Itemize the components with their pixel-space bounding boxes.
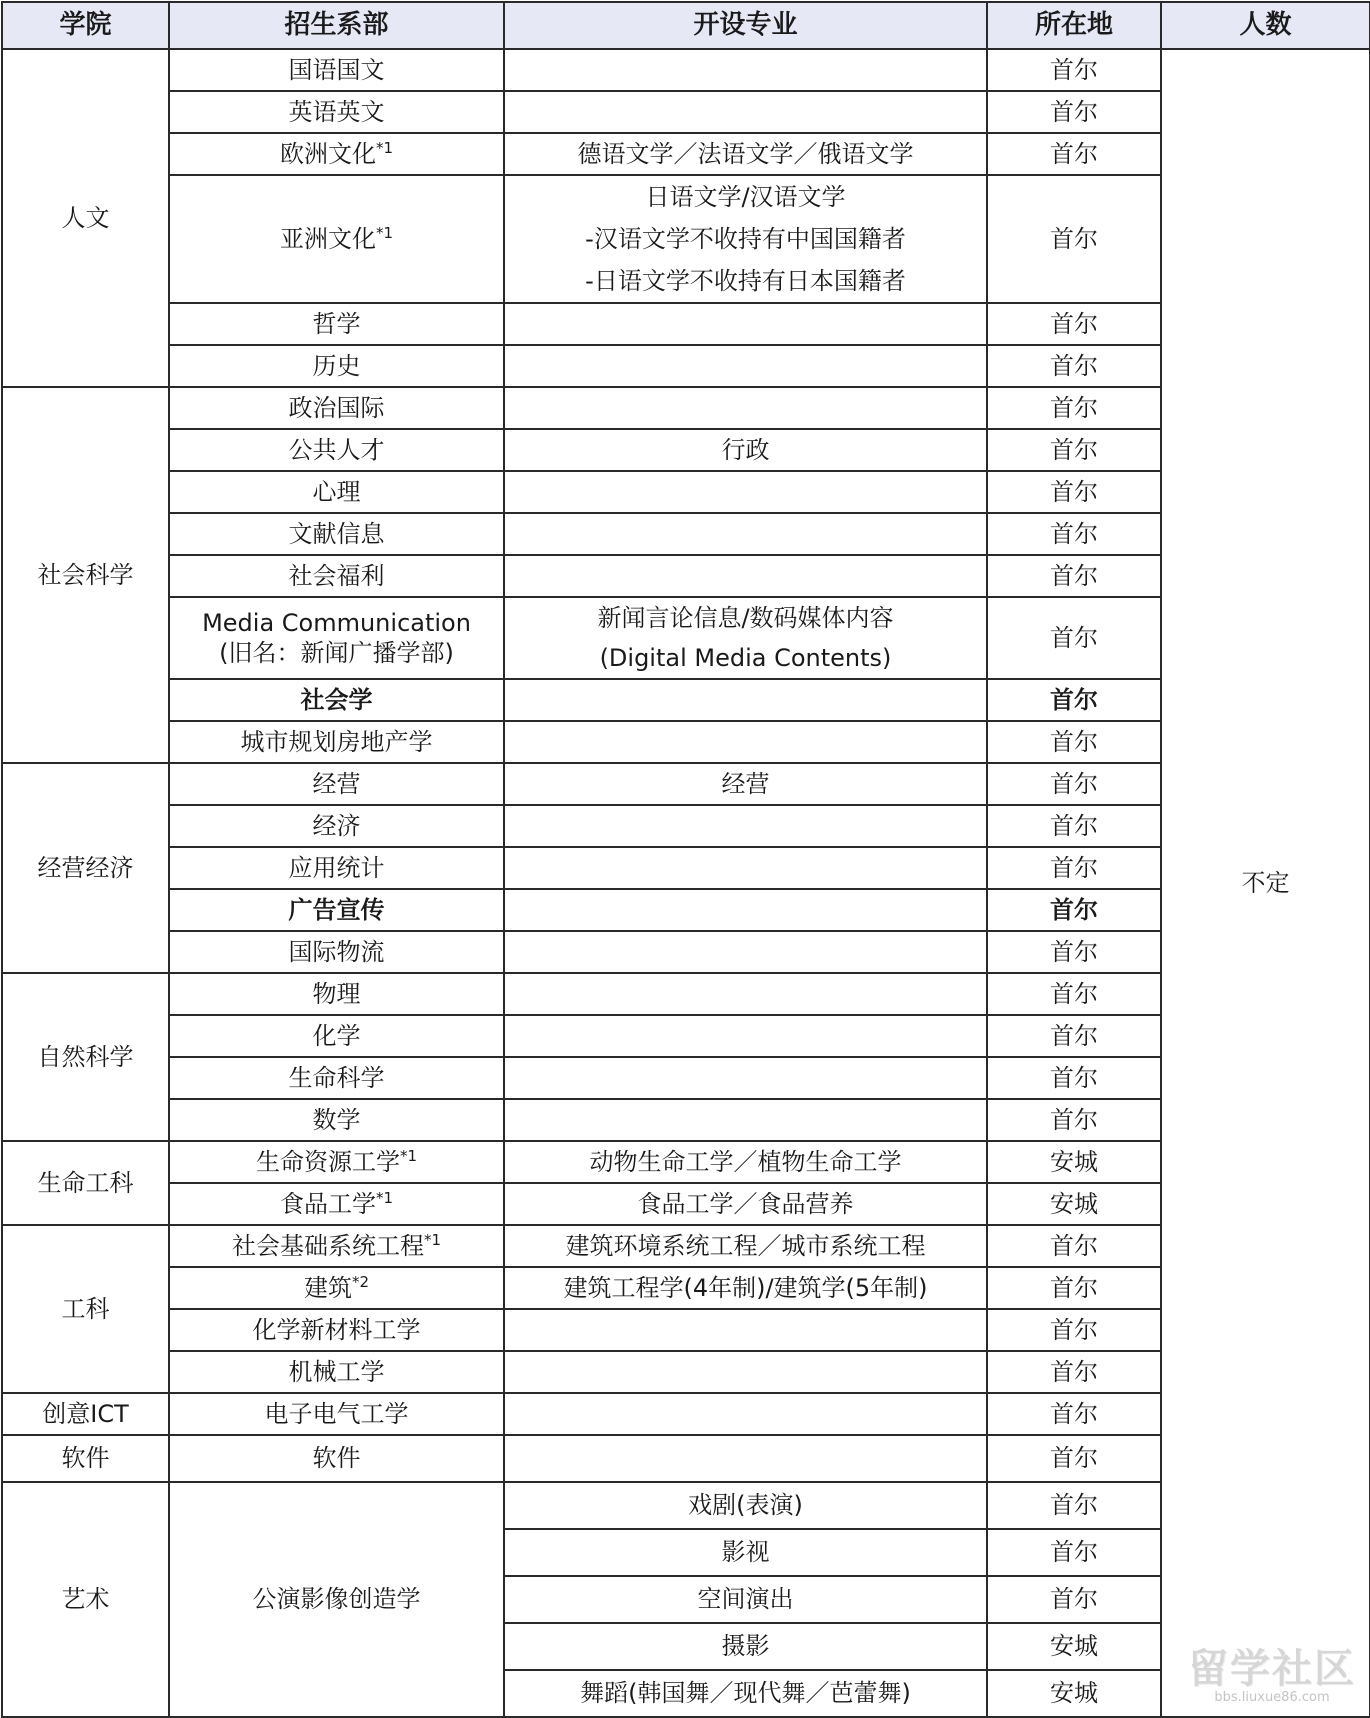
department-cell: 经济 — [169, 805, 504, 847]
major-cell — [504, 721, 987, 763]
department-former-name: (旧名：新闻广播学部) — [219, 639, 454, 667]
department-name: 食品工学 — [279, 1189, 376, 1218]
footnote-mark: *2 — [351, 1272, 370, 1291]
header-count: 人数 — [1161, 2, 1370, 49]
department-cell — [169, 1225, 504, 1267]
location-cell: 首尔 — [987, 1482, 1161, 1529]
watermark-url: bbs.liuxue86.com — [1214, 1690, 1330, 1705]
major-cell — [504, 49, 987, 91]
college-cell: 人文 — [2, 49, 169, 387]
major-cell — [504, 91, 987, 133]
major-line: 新闻言论信息/数码媒体内容 — [597, 604, 894, 632]
header-department: 招生系部 — [169, 2, 504, 49]
major-cell — [504, 471, 987, 513]
location-cell: 首尔 — [987, 175, 1161, 303]
department-cell: 国语国文 — [169, 49, 504, 91]
department-cell: 软件 — [169, 1435, 504, 1482]
department-cell: 机械工学 — [169, 1351, 504, 1393]
location-cell: 首尔 — [987, 1267, 1161, 1309]
location-cell: 首尔 — [987, 973, 1161, 1015]
location-cell: 首尔 — [987, 471, 1161, 513]
department-cell: 历史 — [169, 345, 504, 387]
location-cell: 安城 — [987, 1183, 1161, 1225]
college-cell: 工科 — [2, 1225, 169, 1393]
footnote-mark: *1 — [375, 138, 394, 157]
major-note: -汉语文学不收持有中国国籍者 — [585, 225, 906, 253]
department-name: 亚洲文化 — [279, 224, 376, 253]
department-cell: 经营 — [169, 763, 504, 805]
major-cell — [504, 1057, 987, 1099]
major-cell — [504, 303, 987, 345]
location-cell: 首尔 — [987, 345, 1161, 387]
major-line: 日语文学/汉语文学 — [645, 183, 846, 211]
department-cell: 广告宣传 — [169, 889, 504, 931]
location-cell: 首尔 — [987, 303, 1161, 345]
major-cell — [504, 679, 987, 721]
location-cell: 首尔 — [987, 1099, 1161, 1141]
department-cell: 心理 — [169, 471, 504, 513]
major-cell — [504, 1393, 987, 1435]
department-cell — [169, 1141, 504, 1183]
college-cell: 软件 — [2, 1435, 169, 1482]
location-cell: 首尔 — [987, 679, 1161, 721]
location-cell: 首尔 — [987, 889, 1161, 931]
major-cell — [504, 973, 987, 1015]
location-cell: 安城 — [987, 1141, 1161, 1183]
department-name: 社会基础系统工程 — [231, 1231, 424, 1260]
major-cell: 摄影 — [504, 1623, 987, 1670]
department-cell: 社会学 — [169, 679, 504, 721]
location-cell: 首尔 — [987, 1225, 1161, 1267]
major-cell — [504, 847, 987, 889]
department-cell: 物理 — [169, 973, 504, 1015]
location-cell: 首尔 — [987, 931, 1161, 973]
location-cell: 首尔 — [987, 1393, 1161, 1435]
department-cell: 数学 — [169, 1099, 504, 1141]
footnote-mark: *1 — [375, 1188, 394, 1207]
footnote-mark: *1 — [423, 1230, 442, 1249]
major-cell — [504, 1435, 987, 1482]
department-cell: 文献信息 — [169, 513, 504, 555]
major-cell: 建筑环境系统工程／城市系统工程 — [504, 1225, 987, 1267]
location-cell: 首尔 — [987, 49, 1161, 91]
location-cell: 首尔 — [987, 847, 1161, 889]
table-row — [2, 49, 1370, 91]
location-cell: 安城 — [987, 1623, 1161, 1670]
major-cell — [504, 1351, 987, 1393]
department-cell: 生命科学 — [169, 1057, 504, 1099]
major-cell: 经营 — [504, 763, 987, 805]
department-cell: 公共人才 — [169, 429, 504, 471]
major-cell: 行政 — [504, 429, 987, 471]
watermark-logo-text: 留学社区 — [1188, 1646, 1356, 1692]
department-cell — [169, 133, 504, 175]
department-cell — [169, 1267, 504, 1309]
location-cell: 首尔 — [987, 555, 1161, 597]
major-cell — [504, 805, 987, 847]
major-note: -日语文学不收持有日本国籍者 — [585, 267, 906, 295]
department-cell: 社会福利 — [169, 555, 504, 597]
college-cell: 生命工科 — [2, 1141, 169, 1225]
location-cell: 首尔 — [987, 1015, 1161, 1057]
location-cell: 首尔 — [987, 133, 1161, 175]
major-cell: 建筑工程学(4年制)/建筑学(5年制) — [504, 1267, 987, 1309]
department-cell: 公演影像创造学 — [169, 1482, 504, 1717]
location-cell: 首尔 — [987, 1529, 1161, 1576]
location-cell: 首尔 — [987, 1435, 1161, 1482]
major-cell: 空间演出 — [504, 1576, 987, 1623]
location-cell: 首尔 — [987, 763, 1161, 805]
count-cell: 不定 — [1161, 49, 1370, 1717]
location-cell: 首尔 — [987, 597, 1161, 679]
department-cell: 国际物流 — [169, 931, 504, 973]
department-cell: 城市规划房地产学 — [169, 721, 504, 763]
department-cell: 化学新材料工学 — [169, 1309, 504, 1351]
major-cell — [504, 345, 987, 387]
location-cell: 首尔 — [987, 513, 1161, 555]
location-cell: 首尔 — [987, 429, 1161, 471]
department-name: 欧洲文化 — [279, 139, 376, 168]
department-cell: 电子电气工学 — [169, 1393, 504, 1435]
department-cell: 哲学 — [169, 303, 504, 345]
major-cell: 动物生命工学／植物生命工学 — [504, 1141, 987, 1183]
department-cell — [169, 1183, 504, 1225]
major-cell — [504, 555, 987, 597]
department-name: 建筑 — [303, 1273, 352, 1302]
college-cell: 艺术 — [2, 1482, 169, 1717]
major-cell: 德语文学／法语文学／俄语文学 — [504, 133, 987, 175]
major-cell — [504, 1309, 987, 1351]
major-cell — [504, 597, 987, 679]
admissions-table — [1, 1, 1370, 1718]
major-cell — [504, 889, 987, 931]
header-location: 所在地 — [987, 2, 1161, 49]
college-cell: 创意ICT — [2, 1393, 169, 1435]
footnote-mark: *1 — [375, 223, 394, 242]
major-line: (Digital Media Contents) — [599, 644, 892, 672]
location-cell: 首尔 — [987, 91, 1161, 133]
college-cell: 社会科学 — [2, 387, 169, 763]
footnote-mark: *1 — [399, 1146, 418, 1165]
department-cell: 政治国际 — [169, 387, 504, 429]
major-cell — [504, 513, 987, 555]
header-college: 学院 — [2, 2, 169, 49]
department-cell — [169, 597, 504, 679]
location-cell: 首尔 — [987, 1057, 1161, 1099]
major-cell — [504, 1015, 987, 1057]
location-cell: 安城 — [987, 1670, 1161, 1717]
major-cell — [504, 175, 987, 303]
header-major: 开设专业 — [504, 2, 987, 49]
department-cell: 应用统计 — [169, 847, 504, 889]
department-cell: 化学 — [169, 1015, 504, 1057]
location-cell: 首尔 — [987, 721, 1161, 763]
major-cell: 舞蹈(韩国舞／现代舞／芭蕾舞) — [504, 1670, 987, 1717]
header-row — [2, 2, 1370, 49]
department-cell: 英语英文 — [169, 91, 504, 133]
major-cell — [504, 931, 987, 973]
major-cell — [504, 387, 987, 429]
location-cell: 首尔 — [987, 387, 1161, 429]
location-cell: 首尔 — [987, 1309, 1161, 1351]
location-cell: 首尔 — [987, 805, 1161, 847]
major-cell — [504, 1099, 987, 1141]
college-cell: 自然科学 — [2, 973, 169, 1141]
location-cell: 首尔 — [987, 1576, 1161, 1623]
department-name: 生命资源工学 — [255, 1147, 400, 1176]
major-cell: 食品工学／食品营养 — [504, 1183, 987, 1225]
department-name: Media Communication — [202, 609, 471, 637]
department-cell — [169, 175, 504, 303]
major-cell: 影视 — [504, 1529, 987, 1576]
major-cell: 戏剧(表演) — [504, 1482, 987, 1529]
site-watermark — [1188, 1637, 1356, 1705]
location-cell: 首尔 — [987, 1351, 1161, 1393]
college-cell: 经营经济 — [2, 763, 169, 973]
